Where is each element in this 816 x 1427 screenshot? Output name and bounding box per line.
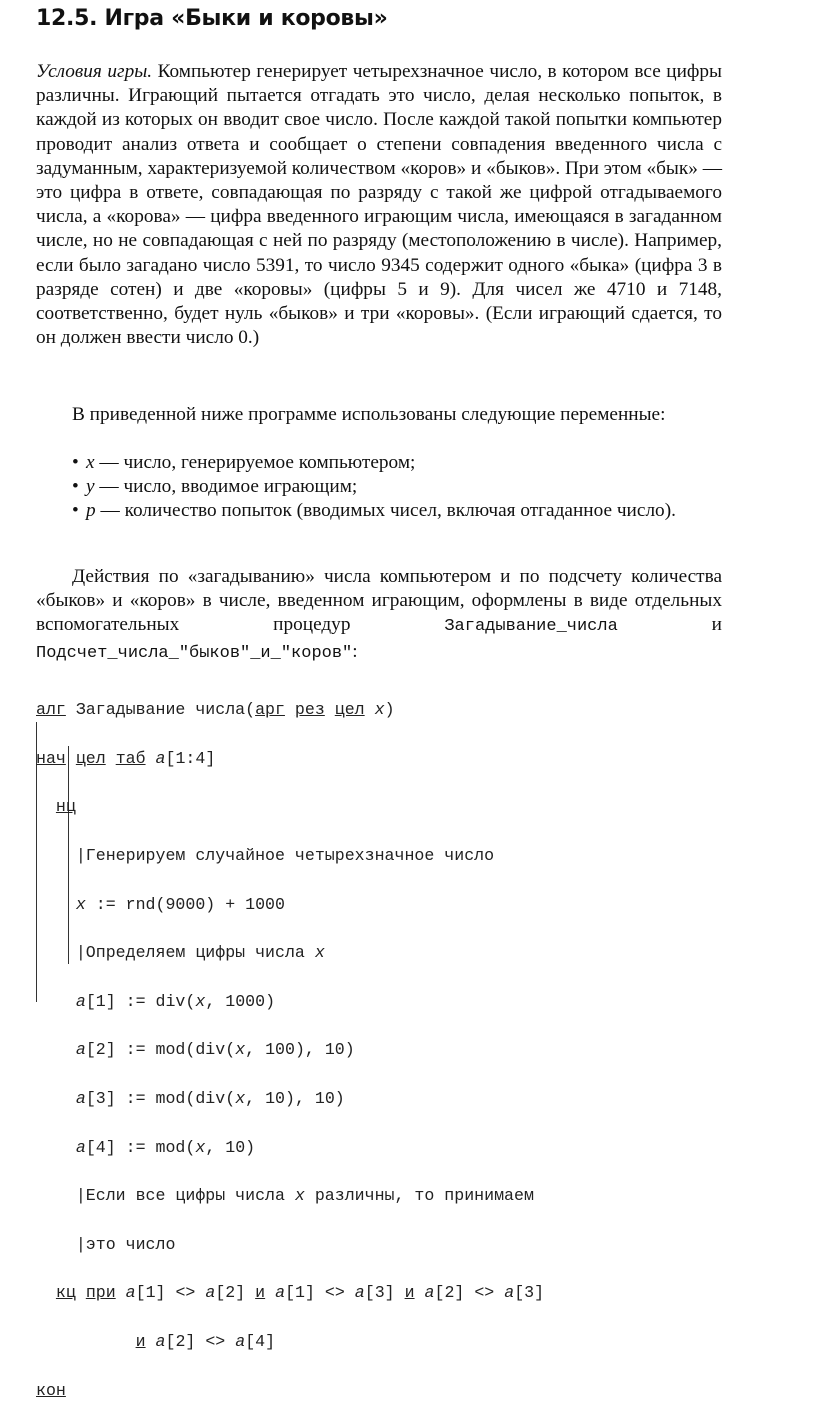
procedures-paragraph [36, 565, 722, 666]
code-listing [36, 674, 544, 1427]
code-text: ) [384, 700, 395, 720]
procedure-name: Подсчет_числа_"быков"_и_"коров" [36, 643, 353, 663]
variables-list [36, 451, 722, 524]
procedures-text: : [352, 640, 358, 662]
code-text: [1] := div( [85, 991, 196, 1011]
code-line-comment [36, 1233, 544, 1257]
code-line-comment [36, 844, 544, 868]
variables-intro: В приведенной ниже программе использованы следующие переменные: [72, 404, 666, 425]
list-item [36, 499, 722, 523]
code-text: , 1000) [205, 991, 276, 1011]
keyword: арг [255, 700, 285, 720]
code-line [36, 893, 544, 917]
code-var: a [75, 1089, 86, 1109]
code-text: [1] <> [135, 1283, 206, 1303]
code-var: x [195, 1137, 206, 1157]
code-var: a [354, 1283, 365, 1303]
code-text: , 10) [205, 1137, 256, 1157]
procedures-text: Действия по «загадыванию» числа компьютером и по подсчету количества «быков» и «коров» в числе, введенном играющим, оформлены в виде отдельных вспомогательных процедур [36, 566, 722, 636]
code-line [36, 1136, 544, 1160]
keyword: нач [36, 748, 66, 768]
list-item [36, 451, 722, 475]
code-comment: |Генерируем случайное четырехзначное число [75, 846, 495, 866]
code-text: [3] [514, 1283, 545, 1303]
code-var: x [314, 943, 325, 963]
code-line [36, 990, 544, 1014]
bullet-icon: • [72, 476, 79, 498]
code-var: a [235, 1332, 246, 1352]
code-line-comment [36, 941, 544, 965]
code-var: a [75, 1040, 86, 1060]
code-line [36, 1087, 544, 1111]
code-text: [1] <> [285, 1283, 355, 1303]
code-comment: |Если все цифры числа [75, 1186, 295, 1206]
code-var: x [75, 894, 86, 914]
keyword: при [85, 1283, 116, 1303]
bullet-icon: • [72, 500, 79, 522]
code-text: [4] := mod( [85, 1137, 196, 1157]
variable-desc: — число, генерируемое компьютером; [94, 452, 416, 473]
code-var: a [205, 1283, 216, 1303]
code-var: a [125, 1283, 136, 1303]
code-comment: |Определяем цифры числа [75, 943, 315, 963]
game-rules-text: Компьютер генерирует четырехзначное число, в котором все цифры различны. Играющий пытается отгадать это число, делая несколько попыток, в каждой из которых он вводит свое число. После каждой такой попытки компьютер проводит анализ ответа и сообщает о степени совпадения введенного числа с задуманным, характеризуемой количеством «коров» и «быков». При этом «бык» — это цифра в ответе, совпадающая по разряду с такой же цифрой отгадываемого числа, а «корова» — цифра введенного играющим числа, имеющаяся в загаданном числе, но не совпадающая с ней по разряду (местоположению в числе). Например, если было загадано число 5391, то число 9345 содержит одного «быка» (цифра 3 в разряде сотен) и две «коровы» (цифры 5 и 9). Для чисел же 4710 и 7148, соответственно, будет нуль «быков» и три «коровы». (Если играющий сдается, то он должен ввести число 0.) [36, 61, 722, 349]
code-text: [2] <> [434, 1283, 505, 1303]
code-text: [2] [215, 1283, 256, 1303]
code-line-loop-end [36, 1281, 544, 1305]
code-text: , 10), 10) [245, 1089, 345, 1109]
code-text: [4] [245, 1332, 276, 1352]
code-comment: |это число [75, 1234, 176, 1254]
code-var: a [75, 1137, 86, 1157]
code-var: a [155, 1332, 166, 1352]
code-var: a [275, 1283, 286, 1303]
code-var: x [294, 1186, 305, 1206]
code-line [36, 1038, 544, 1062]
section-heading: 12.5. Игра «Быки и коровы» [36, 6, 388, 31]
keyword: таб [115, 748, 146, 768]
code-var: x [235, 1040, 246, 1060]
keyword: и [255, 1283, 266, 1303]
code-line-header [36, 698, 544, 722]
code-text: [2] <> [165, 1332, 236, 1352]
code-var: x [364, 700, 385, 720]
code-text: [1:4] [165, 748, 216, 768]
keyword: кон [36, 1380, 66, 1400]
bullet-icon: • [72, 452, 79, 473]
code-line-decl [36, 747, 544, 771]
game-rules-lead: Условия игры. [36, 61, 153, 82]
keyword: кц [55, 1283, 76, 1303]
code-var: a [504, 1283, 515, 1303]
keyword: и [404, 1283, 415, 1303]
code-var: a [145, 748, 166, 768]
code-text: [2] := mod(div( [85, 1040, 236, 1060]
variable-name: x [86, 452, 95, 473]
keyword: и [135, 1332, 146, 1352]
code-line-comment [36, 1184, 544, 1208]
code-line-end [36, 1379, 544, 1403]
code-line-loop-end-cont [36, 1330, 544, 1354]
list-item [36, 475, 722, 499]
procedure-name: Загадывание_числа [444, 617, 618, 637]
variable-desc: — количество попыток (вводимых чисел, включая отгаданное число). [95, 500, 676, 522]
keyword: алг [36, 700, 66, 720]
code-comment: различны, то принимаем [304, 1186, 534, 1206]
code-var: x [235, 1089, 246, 1109]
game-rules-paragraph [36, 60, 722, 350]
code-var: a [75, 991, 86, 1011]
variable-name: y [86, 476, 95, 498]
variable-desc: — число, вводимое играющим; [94, 476, 358, 498]
keyword: цел [334, 700, 365, 720]
keyword: рез [294, 700, 325, 720]
keyword: цел [75, 748, 106, 768]
procedures-text: и [617, 614, 723, 636]
code-text: := rnd(9000) + 1000 [85, 894, 285, 914]
keyword: нц [55, 797, 76, 817]
code-text: [3] := mod(div( [85, 1089, 236, 1109]
code-text: , 100), 10) [245, 1040, 355, 1060]
code-var: a [424, 1283, 435, 1303]
procedure-title: Загадывание числа( [65, 700, 256, 720]
variable-name: p [86, 500, 96, 522]
code-var: x [195, 991, 206, 1011]
code-line-loop-start [36, 795, 544, 819]
code-text: [3] [364, 1283, 405, 1303]
